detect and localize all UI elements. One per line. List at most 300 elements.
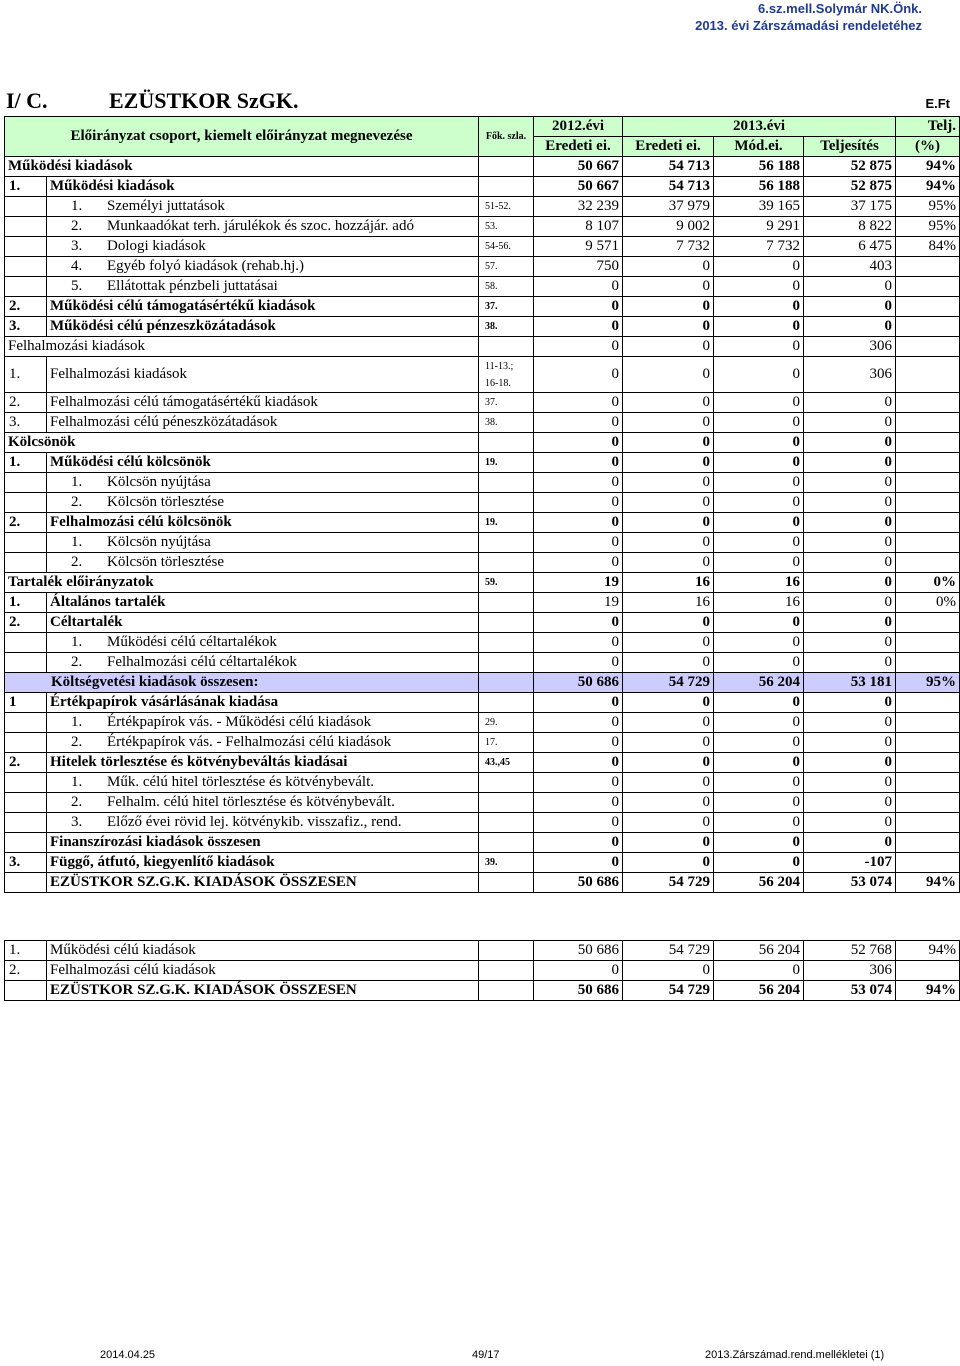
footer-page: 49/17 [472, 1349, 500, 1361]
value-eredeti-2012: 19 [534, 593, 623, 613]
value-eredeti-2012: 0 [534, 513, 623, 533]
value-teljesites: 0 [804, 793, 896, 813]
value-eredeti-2013: 16 [623, 573, 714, 593]
col-header-2012: 2012.évi [534, 117, 623, 137]
row-account-code: 29. [479, 713, 534, 733]
row-index: 1 [5, 693, 47, 713]
title-name: EZÜSTKOR SzGK. [109, 88, 299, 113]
value-mod: 56 188 [714, 177, 804, 197]
value-pct [896, 357, 960, 393]
value-teljesites: 0 [804, 493, 896, 513]
row-account-code [479, 593, 534, 613]
value-eredeti-2012: 50 686 [534, 873, 623, 893]
table-row [5, 393, 960, 413]
value-eredeti-2013: 9 002 [623, 217, 714, 237]
col-header-2013: 2013.évi [623, 117, 896, 137]
value-teljesites: 37 175 [804, 197, 896, 217]
row-label [47, 493, 479, 513]
row-account-code [479, 773, 534, 793]
row-account-code [479, 473, 534, 493]
sub-index: 3. [71, 814, 83, 830]
footer-date: 2014.04.25 [100, 1349, 156, 1361]
row-account-code [479, 337, 534, 357]
value-teljesites: 0 [804, 297, 896, 317]
col-header-eredeti-2012: Eredeti ei. [534, 137, 623, 157]
value-pct [896, 257, 960, 277]
value-teljesites: 52 875 [804, 157, 896, 177]
summary-table [4, 940, 960, 1001]
value-teljesites: 0 [804, 513, 896, 533]
table-row [5, 473, 960, 493]
row-account-code: 38. [479, 413, 534, 433]
row-account-code: 53. [479, 217, 534, 237]
table-row [5, 217, 960, 237]
sub-index: 2. [71, 218, 83, 234]
value-mod: 0 [714, 633, 804, 653]
value-teljesites: 0 [804, 633, 896, 653]
row-index [5, 733, 47, 753]
value-eredeti-2012: 50 686 [534, 941, 623, 961]
value-mod: 0 [714, 533, 804, 553]
value-eredeti-2012: 9 571 [534, 237, 623, 257]
row-account-code: 39. [479, 853, 534, 873]
value-eredeti-2012: 0 [534, 393, 623, 413]
row-label [47, 217, 479, 237]
table-row [5, 297, 960, 317]
value-pct [896, 693, 960, 713]
col-header-teljesites: Teljesítés [804, 137, 896, 157]
value-teljesites: 0 [804, 393, 896, 413]
row-index: 2. [5, 297, 47, 317]
value-teljesites: 0 [804, 773, 896, 793]
page-title [6, 88, 298, 114]
row-account-code: 19. [479, 453, 534, 473]
value-eredeti-2013: 54 729 [623, 941, 714, 961]
value-mod: 0 [714, 653, 804, 673]
value-eredeti-2012: 50 667 [534, 157, 623, 177]
value-eredeti-2012: 0 [534, 277, 623, 297]
value-eredeti-2013: 0 [623, 413, 714, 433]
value-eredeti-2013: 54 729 [623, 981, 714, 1001]
value-mod: 0 [714, 393, 804, 413]
row-index: 3. [5, 413, 47, 433]
header-line1: 6.sz.mell.Solymár NK.Önk. [757, 1, 922, 16]
value-teljesites: 0 [804, 413, 896, 433]
value-pct: 94% [896, 177, 960, 197]
row-account-code [479, 177, 534, 197]
table-row [5, 753, 960, 773]
sub-label: Munkaadókat terh. járulékok és szoc. hozzájár. adó [107, 218, 414, 234]
account-code-line2: 16-18. [485, 377, 511, 389]
value-mod: 0 [714, 337, 804, 357]
footer-file: 2013.Zárszámad.rend.mellékletei (1) [705, 1349, 885, 1361]
value-mod: 56 204 [714, 981, 804, 1001]
table-row [5, 553, 960, 573]
value-eredeti-2012: 0 [534, 961, 623, 981]
row-label [47, 553, 479, 573]
value-mod: 0 [714, 473, 804, 493]
total-row [5, 981, 960, 1001]
value-eredeti-2012: 0 [534, 317, 623, 337]
row-account-code [479, 981, 534, 1001]
total-row [5, 873, 960, 893]
sub-label: Kölcsön nyújtása [107, 474, 211, 490]
unit-label: E.Ft [925, 96, 950, 111]
value-eredeti-2013: 0 [623, 277, 714, 297]
value-eredeti-2012: 0 [534, 713, 623, 733]
col-header-mod: Mód.ei. [714, 137, 804, 157]
value-eredeti-2012: 50 667 [534, 177, 623, 197]
value-teljesites: 8 822 [804, 217, 896, 237]
row-account-code [479, 493, 534, 513]
sub-index: 2. [71, 554, 83, 570]
value-pct [896, 653, 960, 673]
value-eredeti-2012: 0 [534, 433, 623, 453]
value-eredeti-2013: 0 [623, 693, 714, 713]
value-mod: 0 [714, 357, 804, 393]
row-account-code: 58. [479, 277, 534, 297]
value-teljesites: 0 [804, 713, 896, 733]
value-pct: 0% [896, 593, 960, 613]
row-index [5, 257, 47, 277]
value-mod: 0 [714, 613, 804, 633]
col-header-eredeti-2013: Eredeti ei. [623, 137, 714, 157]
value-mod: 0 [714, 433, 804, 453]
value-teljesites: 0 [804, 573, 896, 593]
row-account-code [479, 693, 534, 713]
row-label: Felhalmozási célú péneszközátadások [47, 413, 479, 433]
sub-label: Működési célú céltartalékok [107, 634, 277, 650]
row-index: 1. [5, 593, 47, 613]
value-teljesites: 0 [804, 653, 896, 673]
value-eredeti-2013: 0 [623, 393, 714, 413]
row-label: Felhalmozási kiadások [47, 357, 479, 393]
value-pct: 95% [896, 217, 960, 237]
sub-index: 2. [71, 794, 83, 810]
row-label: EZÜSTKOR SZ.G.K. KIADÁSOK ÖSSZESEN [47, 981, 479, 1001]
table-row [5, 493, 960, 513]
row-index [5, 713, 47, 733]
table-row [5, 693, 960, 713]
value-eredeti-2013: 0 [623, 493, 714, 513]
row-index [5, 277, 47, 297]
row-label [47, 197, 479, 217]
row-account-code: 54-56. [479, 237, 534, 257]
col-header-name: Előirányzat csoport, kiemelt előirányzat megnevezése [5, 117, 479, 157]
value-pct [896, 733, 960, 753]
value-teljesites: 53 074 [804, 873, 896, 893]
sub-label: Ellátottak pénzbeli juttatásai [107, 278, 278, 294]
value-pct [896, 513, 960, 533]
col-header-fok: Fők. szla. [479, 117, 534, 157]
row-label: Felhalmozási célú kölcsönök [47, 513, 479, 533]
row-index [5, 493, 47, 513]
value-eredeti-2013: 37 979 [623, 197, 714, 217]
value-pct [896, 297, 960, 317]
value-mod: 0 [714, 413, 804, 433]
row-account-code: 43.,45 [479, 753, 534, 773]
value-eredeti-2013: 54 729 [623, 873, 714, 893]
value-mod: 56 204 [714, 673, 804, 693]
row-label [47, 473, 479, 493]
value-pct: 95% [896, 197, 960, 217]
table-row [5, 317, 960, 337]
value-pct [896, 961, 960, 981]
row-account-code [479, 653, 534, 673]
value-eredeti-2012: 0 [534, 473, 623, 493]
value-eredeti-2013: 0 [623, 713, 714, 733]
sub-index: 2. [71, 734, 83, 750]
sub-label: Dologi kiadások [107, 238, 206, 254]
row-index: 1. [5, 453, 47, 473]
value-pct [896, 433, 960, 453]
value-eredeti-2012: 0 [534, 553, 623, 573]
sub-label: Kölcsön törlesztése [107, 554, 225, 570]
value-pct [896, 773, 960, 793]
value-pct [896, 833, 960, 853]
value-eredeti-2012: 32 239 [534, 197, 623, 217]
row-label: Függő, átfutó, kiegyenlítő kiadások [47, 853, 479, 873]
value-eredeti-2013: 54 729 [623, 673, 714, 693]
value-eredeti-2013: 54 713 [623, 177, 714, 197]
value-eredeti-2012: 0 [534, 613, 623, 633]
row-index: 2. [5, 753, 47, 773]
row-account-code [479, 433, 534, 453]
value-mod: 0 [714, 733, 804, 753]
value-eredeti-2013: 0 [623, 317, 714, 337]
row-account-code: 59. [479, 573, 534, 593]
value-pct [896, 613, 960, 633]
value-eredeti-2012: 0 [534, 833, 623, 853]
row-index [5, 833, 47, 853]
value-eredeti-2012: 0 [534, 357, 623, 393]
row-account-code [479, 793, 534, 813]
table-row [5, 833, 960, 853]
account-code-line1: 11-13.; [485, 360, 514, 372]
value-pct [896, 337, 960, 357]
value-eredeti-2013: 0 [623, 453, 714, 473]
sub-index: 5. [71, 278, 83, 294]
value-pct [896, 413, 960, 433]
value-eredeti-2013: 0 [623, 613, 714, 633]
row-index: 2. [5, 513, 47, 533]
value-eredeti-2013: 0 [623, 633, 714, 653]
row-index [5, 981, 47, 1001]
value-teljesites: 0 [804, 833, 896, 853]
col-header-pct: (%) [896, 137, 960, 157]
row-label [47, 237, 479, 257]
row-label: Céltartalék [47, 613, 479, 633]
value-pct [896, 493, 960, 513]
row-account-code [479, 357, 534, 393]
value-pct [896, 853, 960, 873]
row-account-code: 38. [479, 317, 534, 337]
value-eredeti-2012: 0 [534, 793, 623, 813]
value-pct: 95% [896, 673, 960, 693]
row-index [5, 873, 47, 893]
row-label: Felhalmozási célú támogatásértékű kiadások [47, 393, 479, 413]
row-label [47, 257, 479, 277]
row-index: 1. [5, 177, 47, 197]
value-mod: 0 [714, 793, 804, 813]
value-pct [896, 533, 960, 553]
value-mod: 0 [714, 277, 804, 297]
value-mod: 9 291 [714, 217, 804, 237]
table-row [5, 357, 960, 393]
row-label: Felhalmozási célú kiadások [47, 961, 479, 981]
value-eredeti-2013: 0 [623, 357, 714, 393]
value-teljesites: 52 875 [804, 177, 896, 197]
value-eredeti-2012: 50 686 [534, 981, 623, 1001]
table-row [5, 941, 960, 961]
row-account-code [479, 833, 534, 853]
value-eredeti-2012: 0 [534, 773, 623, 793]
value-pct: 0% [896, 573, 960, 593]
value-eredeti-2013: 0 [623, 833, 714, 853]
value-mod: 0 [714, 453, 804, 473]
row-account-code: 37. [479, 393, 534, 413]
sub-label: Felhalm. célú hitel törlesztése és kötvénybevált. [107, 794, 395, 810]
value-pct [896, 553, 960, 573]
value-eredeti-2013: 0 [623, 961, 714, 981]
value-mod: 0 [714, 773, 804, 793]
row-label [47, 733, 479, 753]
value-teljesites: 0 [804, 613, 896, 633]
row-label: Kölcsönök [5, 433, 479, 453]
value-pct [896, 393, 960, 413]
sub-index: 2. [71, 494, 83, 510]
value-eredeti-2013: 0 [623, 297, 714, 317]
table-row [5, 961, 960, 981]
table-row [5, 413, 960, 433]
value-mod: 0 [714, 713, 804, 733]
row-label [47, 793, 479, 813]
value-mod: 0 [714, 753, 804, 773]
value-teljesites: 0 [804, 693, 896, 713]
value-eredeti-2013: 0 [623, 257, 714, 277]
value-eredeti-2012: 8 107 [534, 217, 623, 237]
row-label: Működési kiadások [47, 177, 479, 197]
row-index [5, 793, 47, 813]
row-index: 2. [5, 393, 47, 413]
table-row [5, 853, 960, 873]
value-pct [896, 317, 960, 337]
table-row [5, 813, 960, 833]
table-row [5, 513, 960, 533]
value-eredeti-2012: 0 [534, 753, 623, 773]
sub-label: Egyéb folyó kiadások (rehab.hj.) [107, 258, 305, 274]
value-pct [896, 453, 960, 473]
value-eredeti-2013: 0 [623, 813, 714, 833]
value-mod: 0 [714, 317, 804, 337]
table-row [5, 237, 960, 257]
document-header [695, 0, 922, 34]
value-eredeti-2012: 0 [534, 297, 623, 317]
value-teljesites: 0 [804, 813, 896, 833]
value-teljesites: 0 [804, 553, 896, 573]
value-eredeti-2012: 0 [534, 693, 623, 713]
value-pct: 94% [896, 981, 960, 1001]
table-row [5, 793, 960, 813]
value-mod: 56 204 [714, 873, 804, 893]
sub-label: Műk. célú hitel törlesztése és kötvénybevált. [107, 774, 375, 790]
value-eredeti-2013: 0 [623, 653, 714, 673]
value-eredeti-2013: 0 [623, 533, 714, 553]
value-mod: 0 [714, 553, 804, 573]
value-teljesites: 0 [804, 473, 896, 493]
sub-label: Személyi juttatások [107, 198, 225, 214]
value-teljesites: 53 181 [804, 673, 896, 693]
value-mod: 16 [714, 593, 804, 613]
value-eredeti-2013: 0 [623, 473, 714, 493]
row-label: Működési célú kölcsönök [47, 453, 479, 473]
value-eredeti-2013: 0 [623, 773, 714, 793]
sub-index: 1. [71, 634, 83, 650]
value-teljesites: 0 [804, 753, 896, 773]
row-label [47, 277, 479, 297]
value-eredeti-2013: 0 [623, 433, 714, 453]
sub-label: Kölcsön nyújtása [107, 534, 211, 550]
value-pct: 94% [896, 873, 960, 893]
value-eredeti-2012: 0 [534, 337, 623, 357]
header-line2: 2013. évi Zárszámadási rendeletéhez [695, 18, 922, 33]
value-teljesites: 0 [804, 733, 896, 753]
table-row [5, 613, 960, 633]
value-mod: 16 [714, 573, 804, 593]
row-account-code: 57. [479, 257, 534, 277]
value-teljesites: 53 074 [804, 981, 896, 1001]
row-index [5, 633, 47, 653]
value-teljesites: 306 [804, 337, 896, 357]
table-row [5, 773, 960, 793]
section-row [5, 573, 960, 593]
value-eredeti-2012: 50 686 [534, 673, 623, 693]
row-index [5, 237, 47, 257]
sub-index: 1. [71, 774, 83, 790]
value-eredeti-2013: 0 [623, 733, 714, 753]
value-mod: 56 204 [714, 941, 804, 961]
value-teljesites: 306 [804, 961, 896, 981]
value-eredeti-2012: 0 [534, 733, 623, 753]
row-index: 3. [5, 317, 47, 337]
expenditure-table [4, 116, 960, 893]
value-mod: 0 [714, 853, 804, 873]
row-label: Működési célú kiadások [47, 941, 479, 961]
row-account-code [479, 873, 534, 893]
value-pct [896, 633, 960, 653]
value-mod: 0 [714, 257, 804, 277]
row-label: Működési célú pénzeszközátadások [47, 317, 479, 337]
value-mod: 0 [714, 513, 804, 533]
row-index [5, 653, 47, 673]
value-eredeti-2013: 54 713 [623, 157, 714, 177]
value-eredeti-2013: 0 [623, 853, 714, 873]
row-index [5, 197, 47, 217]
sub-index: 1. [71, 714, 83, 730]
value-eredeti-2012: 0 [534, 533, 623, 553]
table-row [5, 733, 960, 753]
row-account-code: 51-52. [479, 197, 534, 217]
row-account-code [479, 673, 534, 693]
value-teljesites: 0 [804, 277, 896, 297]
value-mod: 39 165 [714, 197, 804, 217]
row-label: Értékpapírok vásárlásának kiadása [47, 693, 479, 713]
row-label [47, 713, 479, 733]
row-account-code: 19. [479, 513, 534, 533]
col-header-telj: Telj. [896, 117, 960, 137]
value-mod: 0 [714, 693, 804, 713]
value-mod: 7 732 [714, 237, 804, 257]
